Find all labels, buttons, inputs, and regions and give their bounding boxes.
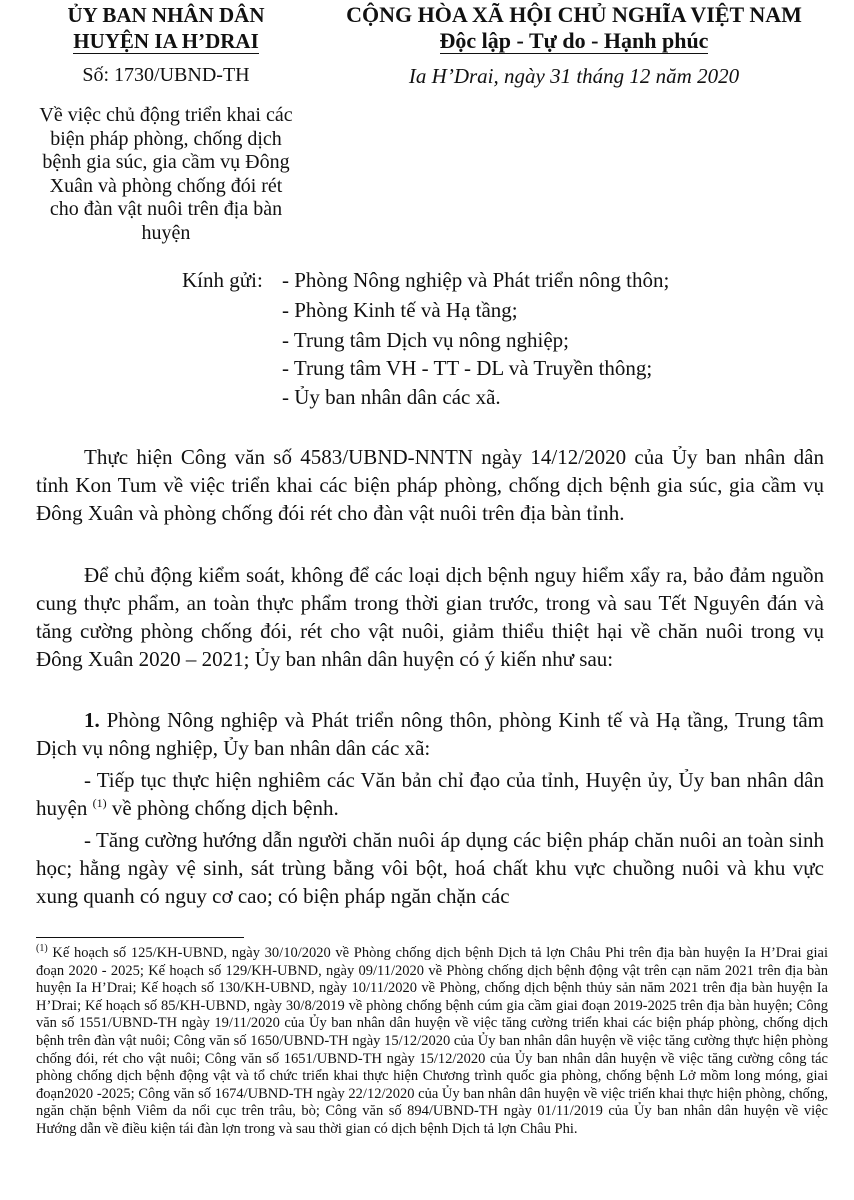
body-paragraph — [36, 766, 824, 822]
nation-name: CỘNG HÒA XÃ HỘI CHỦ NGHĨA VIỆT NAM — [346, 2, 802, 27]
footnote-reference: (1) — [92, 796, 107, 810]
document-date: Ia H’Drai, ngày 31 tháng 12 năm 2020 — [408, 64, 740, 88]
issuing-agency — [36, 2, 296, 54]
recipient-item: - Ủy ban nhân dân các xã. — [282, 385, 501, 409]
footnote-separator — [36, 937, 244, 938]
nation-motto: Độc lập - Tự do - Hạnh phúc — [439, 28, 709, 53]
recipient-item: - Trung tâm VH - TT - DL và Truyền thông; — [282, 356, 653, 380]
body-paragraph: Để chủ động kiểm soát, không để các loại dịch bệnh nguy hiểm xẩy ra, bảo đảm nguồn cung thực phẩm, an toàn thực phẩm trong thời gian trước, trong và sau Tết Nguyên đán và tăng cường phòng chống đói, rét cho vật nuôi, giảm thiểu thiệt hại về chăn nuôi trong vụ Đông Xuân 2020 – 2021; Ủy ban nhân dân huyện có ý kiến như sau: — [36, 563, 824, 671]
section-number: 1. — [84, 708, 100, 732]
section-paragraph — [36, 706, 824, 762]
recipient-item: - Phòng Kinh tế và Hạ tầng; — [282, 298, 518, 322]
footnote — [36, 945, 828, 1139]
paragraph-text: về phòng chống dịch bệnh. — [111, 796, 339, 820]
paragraph-text: - Tiếp tục thực hiện nghiêm các Văn bản chỉ đạo của tỉnh, Huyện ủy, Ủy ban nhân dân huyện — [36, 768, 824, 820]
agency-name-line2: HUYỆN IA H’DRAI — [73, 29, 259, 53]
document-subject: Về việc chủ động triển khai các biện pháp phòng, chống dịch bệnh gia súc, gia cầm vụ Đông Xuân và phòng chống đói rét cho đàn vật nuôi trên địa bàn huyện — [39, 104, 293, 244]
body-paragraph: Thực hiện Công văn số 4583/UBND-NNTN ngày 14/12/2020 của Ủy ban nhân dân tỉnh Kon Tum về việc triển khai các biện pháp phòng, chống dịch bệnh gia súc, gia cầm vụ Đông Xuân và phòng chống đói rét cho đàn vật nuôi trên địa bàn tỉnh. — [36, 445, 824, 525]
recipients-label: Kính gửi: — [182, 268, 263, 292]
recipient-item: - Trung tâm Dịch vụ nông nghiệp; — [282, 328, 569, 352]
national-title — [300, 2, 848, 54]
footnote-text: Kế hoạch số 125/KH-UBND, ngày 30/10/2020 về Phòng chống dịch bệnh Dịch tả lợn Châu Phi trên địa bàn huyện Ia H’Drai giai đoạn 2020 - 2025; Kế hoạch số 129/KH-UBND, ngày 09/11/2020 về Phòng chống dịch bệnh động vật trên cạn năm 2021 trên địa bàn huyện Ia H’Drai; Kế hoạch số 130/KH-UBND, ngày 10/11/2020 về Phòng, chống dịch bệnh thủy sản năm 2021 trên địa bàn huyện Ia H’Drai; Kế hoạch số 85/KH-UBND, ngày 30/8/2019 về phòng chống bệnh cúm gia cầm giai đoạn 2019-2025 trên địa bàn huyện; Công văn số 1551/UBND-TH ngày 19/11/2020 của Ủy ban nhân dân huyện về việc tăng cường triển khai các biện pháp phòng, chống dịch bệnh trên đàn vật nuôi; Công văn số 1650/UBND-TH ngày 15/12/2020 của Ủy ban nhân dân huyện về việc tăng cường thực hiện phòng chống đói, rét cho vật nuôi; Công văn số 1651/UBND-TH ngày 15/12/2020 của Ủy ban nhân dân huyện về việc tăng cường công tác phòng chống dịch bệnh động vật và tổ chức triển khai thực hiện Chương trình quốc gia phòng, chống bệnh Lở mồm long móng, giai đoạn2020 -2025; Công văn số 1674/UBND-TH ngày 22/12/2020 của Ủy ban nhân dân huyện về việc triển khai thực hiện phòng, chống, ngăn chặn bệnh Viêm da nổi cục trên trâu, bò; Công văn số 894/UBND-TH ngày 01/11/2019 của Ủy ban nhân dân huyện về việc Hướng dẫn về điều kiện tái đàn lợn trong và sau thời gian có dịch bệnh Dịch tả lợn Châu Phi. — [36, 945, 828, 1137]
footnote-marker: (1) — [36, 943, 48, 955]
section-text: Phòng Nông nghiệp và Phát triển nông thôn, phòng Kinh tế và Hạ tầng, Trung tâm Dịch vụ nông nghiệp, Ủy ban nhân dân các xã: — [36, 708, 824, 760]
agency-name-line1: ỦY BAN NHÂN DÂN — [67, 3, 265, 27]
recipient-item: - Phòng Nông nghiệp và Phát triển nông thôn; — [282, 268, 670, 292]
body-paragraph: - Tăng cường hướng dẫn người chăn nuôi áp dụng các biện pháp chăn nuôi an toàn sinh học; hằng ngày vệ sinh, sát trùng bằng vôi bột, hoá chất khu vực chuồng nuôi và khu vực xung quanh có nguy cơ cao; có biện pháp ngăn chặn các — [36, 828, 824, 908]
document-number: Số: 1730/UBND-TH — [82, 64, 250, 86]
